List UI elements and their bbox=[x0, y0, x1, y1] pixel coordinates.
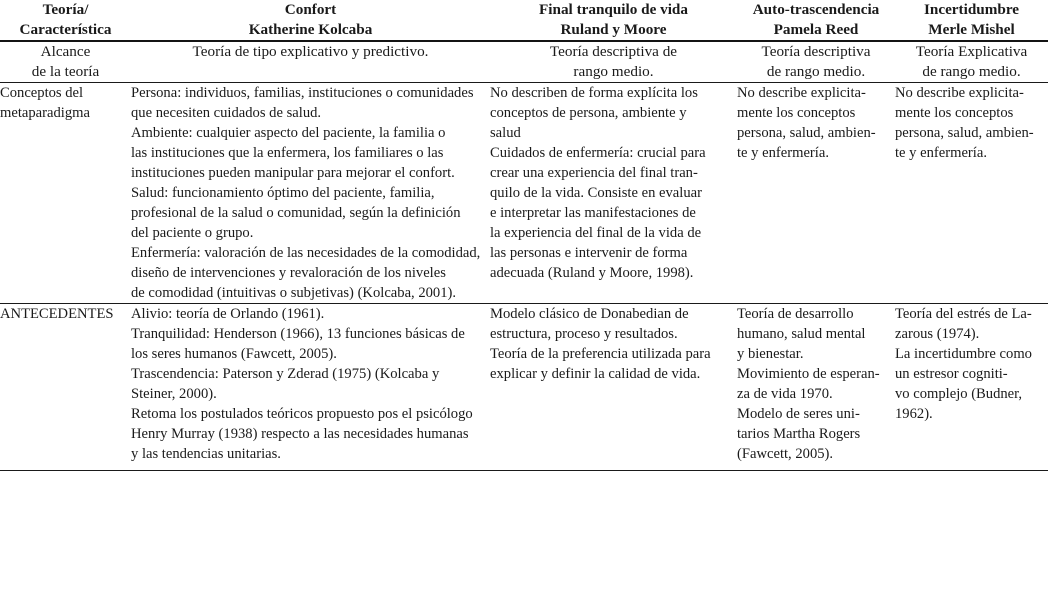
cell-line: Ambiente: cualquier aspecto del paciente, la familia o bbox=[131, 125, 446, 141]
table-row-conceptos-metaparadigma bbox=[0, 83, 1048, 303]
cell-line: del paciente o grupo. bbox=[131, 225, 254, 241]
cell-alcance-confort bbox=[131, 42, 490, 82]
cell-line: quilo de la vida. Consiste en evaluar bbox=[490, 185, 702, 201]
row-label-antecedentes bbox=[0, 304, 131, 464]
cell-line: crear una experiencia del final tran- bbox=[490, 165, 698, 181]
cell-antecedentes-confort bbox=[131, 304, 490, 464]
column-header-line2: Merle Mishel bbox=[928, 21, 1015, 38]
cell-line: y las tendencias unitarias. bbox=[131, 446, 281, 462]
table-row-alcance bbox=[0, 42, 1048, 82]
cell-conceptos-final-tranquilo bbox=[490, 83, 737, 303]
cell-line: rango medio. bbox=[573, 63, 654, 80]
cell-line: persona, salud, ambien- bbox=[737, 125, 876, 141]
cell-line: No describe explicita- bbox=[895, 85, 1024, 101]
table-row-antecedentes bbox=[0, 304, 1048, 464]
cell-conceptos-incertidumbre bbox=[895, 83, 1048, 303]
cell-line: te y enfermería. bbox=[895, 145, 987, 161]
cell-line: un estresor cogniti- bbox=[895, 366, 1008, 382]
rule-row bbox=[0, 470, 1048, 471]
column-header-confort bbox=[131, 0, 490, 40]
horizontal-rule-bottom bbox=[0, 470, 1048, 471]
cell-line: Teoría Explicativa bbox=[915, 43, 1028, 60]
cell-line: de comodidad (intuitivas o subjetivas) (Kolcaba, 2001). bbox=[131, 285, 457, 301]
row-label-line2: metaparadigma bbox=[0, 105, 90, 121]
column-header-line1: Final tranquilo de vida bbox=[539, 1, 688, 18]
cell-line: conceptos de persona, ambiente y bbox=[490, 105, 687, 121]
row-label-line1: Alcance bbox=[40, 43, 91, 60]
cell-line: No describe explicita- bbox=[737, 85, 866, 101]
cell-line: Teoría de la preferencia utilizada para bbox=[490, 346, 711, 362]
column-header-line2: Característica bbox=[19, 21, 112, 38]
column-header-line1: Teoría/ bbox=[42, 1, 89, 18]
cell-line: Persona: individuos, familias, instituciones o comunidades bbox=[131, 85, 474, 101]
cell-line: humano, salud mental bbox=[737, 326, 866, 342]
cell-line: 1962). bbox=[895, 406, 933, 422]
cell-line: e interpretar las manifestaciones de bbox=[490, 205, 696, 221]
cell-line: profesional de la salud o comunidad, según la definición bbox=[131, 205, 461, 221]
cell-line: Movimiento de esperan- bbox=[737, 366, 880, 382]
cell-line: las instituciones que la enfermera, los familiares o las bbox=[131, 145, 444, 161]
cell-line: las personas e intervenir de forma bbox=[490, 245, 688, 261]
column-header-line1: Confort bbox=[284, 1, 337, 18]
cell-line: adecuada (Ruland y Moore, 1998). bbox=[490, 265, 694, 281]
row-label-line1: ANTECEDENTES bbox=[0, 306, 114, 322]
cell-line: de rango medio. bbox=[922, 63, 1021, 80]
cell-line: te y enfermería. bbox=[737, 145, 829, 161]
table-header-row bbox=[0, 0, 1048, 40]
cell-conceptos-confort bbox=[131, 83, 490, 303]
cell-line: (Fawcett, 2005). bbox=[737, 446, 834, 462]
cell-line: Steiner, 2000). bbox=[131, 386, 217, 402]
cell-line: Cuidados de enfermería: crucial para bbox=[490, 145, 706, 161]
column-header-characteristic bbox=[0, 0, 131, 40]
column-header-line1: Incertidumbre bbox=[923, 1, 1020, 18]
cell-line: Retoma los postulados teóricos propuesto pos el psicólogo bbox=[131, 406, 473, 422]
cell-line: mente los conceptos bbox=[737, 105, 856, 121]
cell-line: tarios Martha Rogers bbox=[737, 426, 861, 442]
cell-line: Teoría de desarrollo bbox=[737, 306, 854, 322]
cell-line: vo complejo (Budner, bbox=[895, 386, 1023, 402]
cell-line: Tranquilidad: Henderson (1966), 13 funciones básicas de bbox=[131, 326, 465, 342]
cell-line: Salud: funcionamiento óptimo del paciente, familia, bbox=[131, 185, 435, 201]
cell-line: explicar y definir la calidad de vida. bbox=[490, 366, 701, 382]
cell-line: Enfermería: valoración de las necesidades de la comodidad, bbox=[131, 245, 481, 261]
cell-line: Teoría de tipo explicativo y predictivo. bbox=[192, 43, 429, 60]
cell-antecedentes-incertidumbre bbox=[895, 304, 1048, 464]
cell-line: Modelo de seres uni- bbox=[737, 406, 860, 422]
cell-line: diseño de intervenciones y revaloración de los niveles bbox=[131, 265, 446, 281]
row-label-alcance bbox=[0, 42, 131, 82]
cell-conceptos-auto-trascendencia bbox=[737, 83, 895, 303]
column-header-incertidumbre bbox=[895, 0, 1048, 40]
cell-line: zarous (1974). bbox=[895, 326, 980, 342]
cell-line: La incertidumbre como bbox=[895, 346, 1032, 362]
cell-line: y bienestar. bbox=[737, 346, 804, 362]
cell-line: Teoría del estrés de La- bbox=[895, 306, 1032, 322]
cell-line: salud bbox=[490, 125, 521, 141]
cell-alcance-auto-trascendencia bbox=[737, 42, 895, 82]
cell-alcance-incertidumbre bbox=[895, 42, 1048, 82]
cell-line: za de vida 1970. bbox=[737, 386, 833, 402]
cell-line: Modelo clásico de Donabedian de bbox=[490, 306, 689, 322]
cell-line: instituciones pueden manipular para mejorar el confort. bbox=[131, 165, 455, 181]
cell-line: la experiencia del final de la vida de bbox=[490, 225, 702, 241]
cell-line: No describen de forma explícita los bbox=[490, 85, 698, 101]
cell-line: mente los conceptos bbox=[895, 105, 1014, 121]
cell-line: Henry Murray (1938) respecto a las necesidades humanas bbox=[131, 426, 469, 442]
cell-line: que necesiten cuidados de salud. bbox=[131, 105, 322, 121]
cell-alcance-final-tranquilo bbox=[490, 42, 737, 82]
cell-antecedentes-auto-trascendencia bbox=[737, 304, 895, 464]
column-header-line2: Katherine Kolcaba bbox=[248, 21, 373, 38]
cell-line: Alivio: teoría de Orlando (1961). bbox=[131, 306, 325, 322]
cell-antecedentes-final-tranquilo bbox=[490, 304, 737, 464]
column-header-final-tranquilo bbox=[490, 0, 737, 40]
cell-line: Teoría descriptiva bbox=[761, 43, 871, 60]
column-header-auto-trascendencia bbox=[737, 0, 895, 40]
row-label-line1: Conceptos del bbox=[0, 85, 84, 101]
row-label-line2: de la teoría bbox=[31, 63, 100, 80]
cell-line: estructura, proceso y resultados. bbox=[490, 326, 678, 342]
column-header-line2: Ruland y Moore bbox=[560, 21, 667, 38]
cell-line: Teoría descriptiva de bbox=[549, 43, 678, 60]
cell-line: persona, salud, ambien- bbox=[895, 125, 1034, 141]
row-label-conceptos-metaparadigma bbox=[0, 83, 131, 303]
column-header-line2: Pamela Reed bbox=[773, 21, 859, 38]
column-header-line1: Auto-trascendencia bbox=[752, 1, 880, 18]
cell-line: los seres humanos (Fawcett, 2005). bbox=[131, 346, 337, 362]
cell-line: Trascendencia: Paterson y Zderad (1975) (Kolcaba y bbox=[131, 366, 440, 382]
cell-line: de rango medio. bbox=[766, 63, 866, 80]
